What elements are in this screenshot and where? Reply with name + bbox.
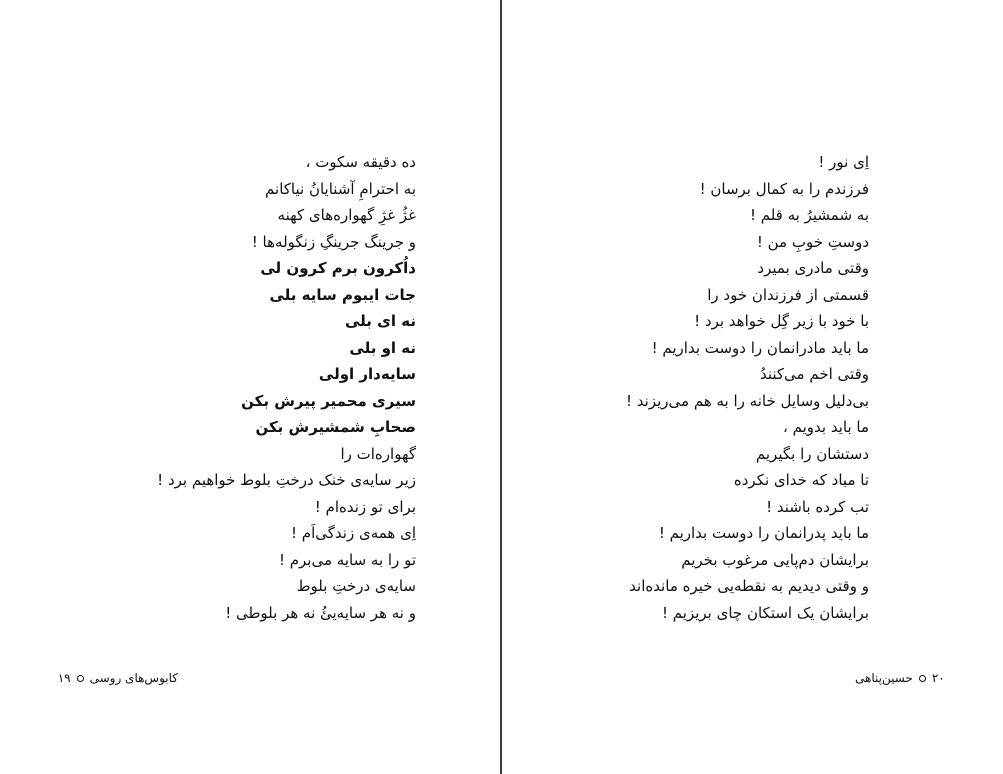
left-page-footer xyxy=(58,671,178,685)
poem-line: تو را به سایه می‌برم ! xyxy=(278,550,416,569)
poem-line: ما باید بدویم ، xyxy=(783,418,869,436)
poem-line: سایه‌دار اولی xyxy=(318,365,416,383)
poem-line: برایشان دم‌پایی مرغوب بخریم xyxy=(681,550,869,569)
circle-separator-icon xyxy=(919,675,926,682)
right-page-poem xyxy=(626,149,869,626)
poem-line: سایه‌ی درختِ بلوط xyxy=(296,577,416,595)
poem-line: و وقتی دیدیم به نقطه‌یی خیره مانده‌اند xyxy=(629,577,869,595)
poem-line: قسمتی از فرزندان خود را xyxy=(707,285,869,304)
poem-line: دستشان را بگیریم xyxy=(755,444,869,463)
circle-separator-icon xyxy=(77,675,84,682)
poem-line: سیری محمیر پیرش بکن xyxy=(241,391,416,410)
poem-line: زیر سایه‌ی خنک درختِ بلوط خواهیم برد ! xyxy=(157,471,416,489)
poem-line: و جرینگ جرینگِ زنگوله‌ها ! xyxy=(251,232,416,251)
poem-line: غژُ غژِ گهواره‌های کهنه xyxy=(277,206,416,224)
right-footer-author: حسین‌پناهی xyxy=(855,671,913,685)
poem-line: وقتی اخم می‌کنندُ xyxy=(759,365,869,383)
poem-line: نه ای بلی xyxy=(345,312,416,330)
poem-line: فرزندم را به کمال برسان ! xyxy=(699,179,869,198)
poem-line: جات ایبوم سایه بلی xyxy=(269,285,416,304)
poem-line: دا‌ُکرون برم کرون لی xyxy=(260,259,416,277)
poem-line: ما باید پدرانمان را دوست بداریم ! xyxy=(658,524,869,542)
poem-line: و نه هر سایه‌یئُ نه هر بلوطی ! xyxy=(225,603,416,622)
poem-line: نه او بلی xyxy=(349,338,416,357)
poem-line: تا مباد که خدای نکرده xyxy=(733,471,869,489)
poem-line: ما باید مادرانمان را دوست بداریم ! xyxy=(651,338,869,357)
right-page-footer xyxy=(855,671,945,685)
poem-line: صحابِ شمشیرش بکن xyxy=(255,418,416,436)
poem-line: اِی همه‌ی زندگی‌اَم ! xyxy=(291,524,416,542)
left-footer-title: کابوس‌های روسی xyxy=(89,671,178,685)
left-page-poem xyxy=(157,149,416,626)
poem-line: برایشان یک استکان چای بریزیم ! xyxy=(662,603,869,622)
right-page-number: ۲۰ xyxy=(931,671,945,685)
poem-line: به شمشیرُ به قلم ! xyxy=(749,206,869,224)
poem-line: گهواره‌ات را xyxy=(340,444,416,463)
poem-line: با خود با زیر گِل خواهد برد ! xyxy=(694,312,869,330)
poem-line: بی‌دلیل وسایل خانه را به هم می‌ریزند ! xyxy=(626,391,869,410)
page-gutter-divider xyxy=(500,0,502,774)
poem-line: وقتی مادری بمیرد xyxy=(757,259,869,277)
poem-line: ده دقیقه سکوت ، xyxy=(305,153,416,171)
poem-line: تب کرده باشند ! xyxy=(766,497,869,516)
poem-line: به احترامِ آشنایانُ نیاکانم xyxy=(265,179,416,198)
poem-line: اِی نور ! xyxy=(818,153,869,171)
poem-line: برای تو زنده‌ام ! xyxy=(314,497,416,516)
poem-line: دوستِ خوبِ من ! xyxy=(756,232,869,251)
left-page-number: ۱۹ xyxy=(57,671,71,685)
